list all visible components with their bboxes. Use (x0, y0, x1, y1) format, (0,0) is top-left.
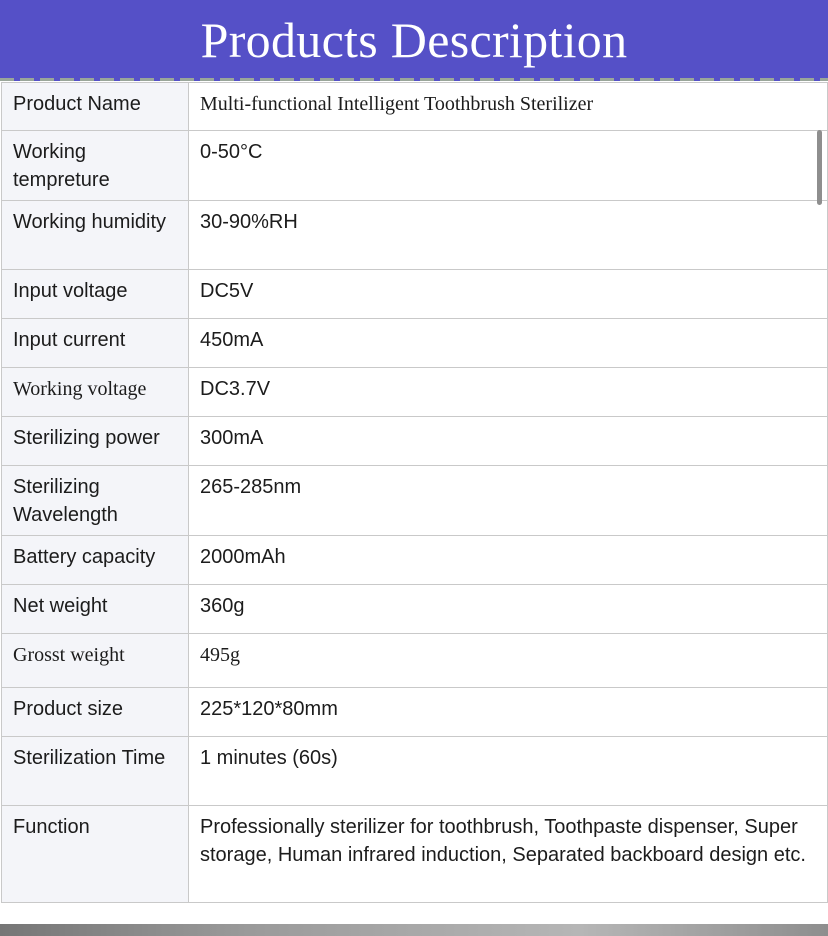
table-row (2, 737, 828, 806)
header-banner (0, 0, 828, 80)
table-row (2, 83, 828, 131)
spec-label: Working voltage (2, 368, 189, 417)
spec-label: Working humidity (2, 201, 189, 270)
spec-value: 300mA (189, 417, 828, 466)
page-title: Products Description (200, 12, 628, 68)
spec-value: 495g (189, 634, 828, 688)
footer-bar (0, 924, 828, 936)
spec-value: Professionally sterilizer for toothbrush, Toothpaste dispenser, Super storage, Human infrared induction, Separated backboard design etc. (189, 806, 828, 903)
table-row (2, 688, 828, 737)
table-row (2, 368, 828, 417)
table-row (2, 417, 828, 466)
spec-label: Product size (2, 688, 189, 737)
spec-label: Sterilizing Wavelength (2, 466, 189, 536)
table-row (2, 270, 828, 319)
scrollbar-thumb[interactable] (817, 130, 822, 205)
table-row (2, 585, 828, 634)
spec-value: DC3.7V (189, 368, 828, 417)
spec-value: 360g (189, 585, 828, 634)
spec-value: 1 minutes (60s) (189, 737, 828, 806)
table-row (2, 806, 828, 903)
spec-label: Product Name (2, 83, 189, 131)
spec-value: 2000mAh (189, 536, 828, 585)
spec-label: Input current (2, 319, 189, 368)
spec-label: Sterilization Time (2, 737, 189, 806)
spec-value: DC5V (189, 270, 828, 319)
spec-label: Battery capacity (2, 536, 189, 585)
spec-label: Net weight (2, 585, 189, 634)
spec-value: 30-90%RH (189, 201, 828, 270)
spec-value: Multi-functional Intelligent Toothbrush Sterilizer (189, 83, 828, 131)
spec-label: Grosst weight (2, 634, 189, 688)
spec-value: 265-285nm (189, 466, 828, 536)
spec-label: Sterilizing power (2, 417, 189, 466)
spec-label: Working tempreture (2, 131, 189, 201)
table-row (2, 201, 828, 270)
spec-label: Input voltage (2, 270, 189, 319)
table-row (2, 536, 828, 585)
spec-value: 0-50°C (189, 131, 828, 201)
table-row (2, 634, 828, 688)
table-row (2, 319, 828, 368)
header-divider (0, 78, 828, 81)
table-row (2, 466, 828, 536)
table-row (2, 131, 828, 201)
spec-value: 450mA (189, 319, 828, 368)
spec-label: Function (2, 806, 189, 903)
spec-table (1, 82, 828, 903)
spec-value: 225*120*80mm (189, 688, 828, 737)
